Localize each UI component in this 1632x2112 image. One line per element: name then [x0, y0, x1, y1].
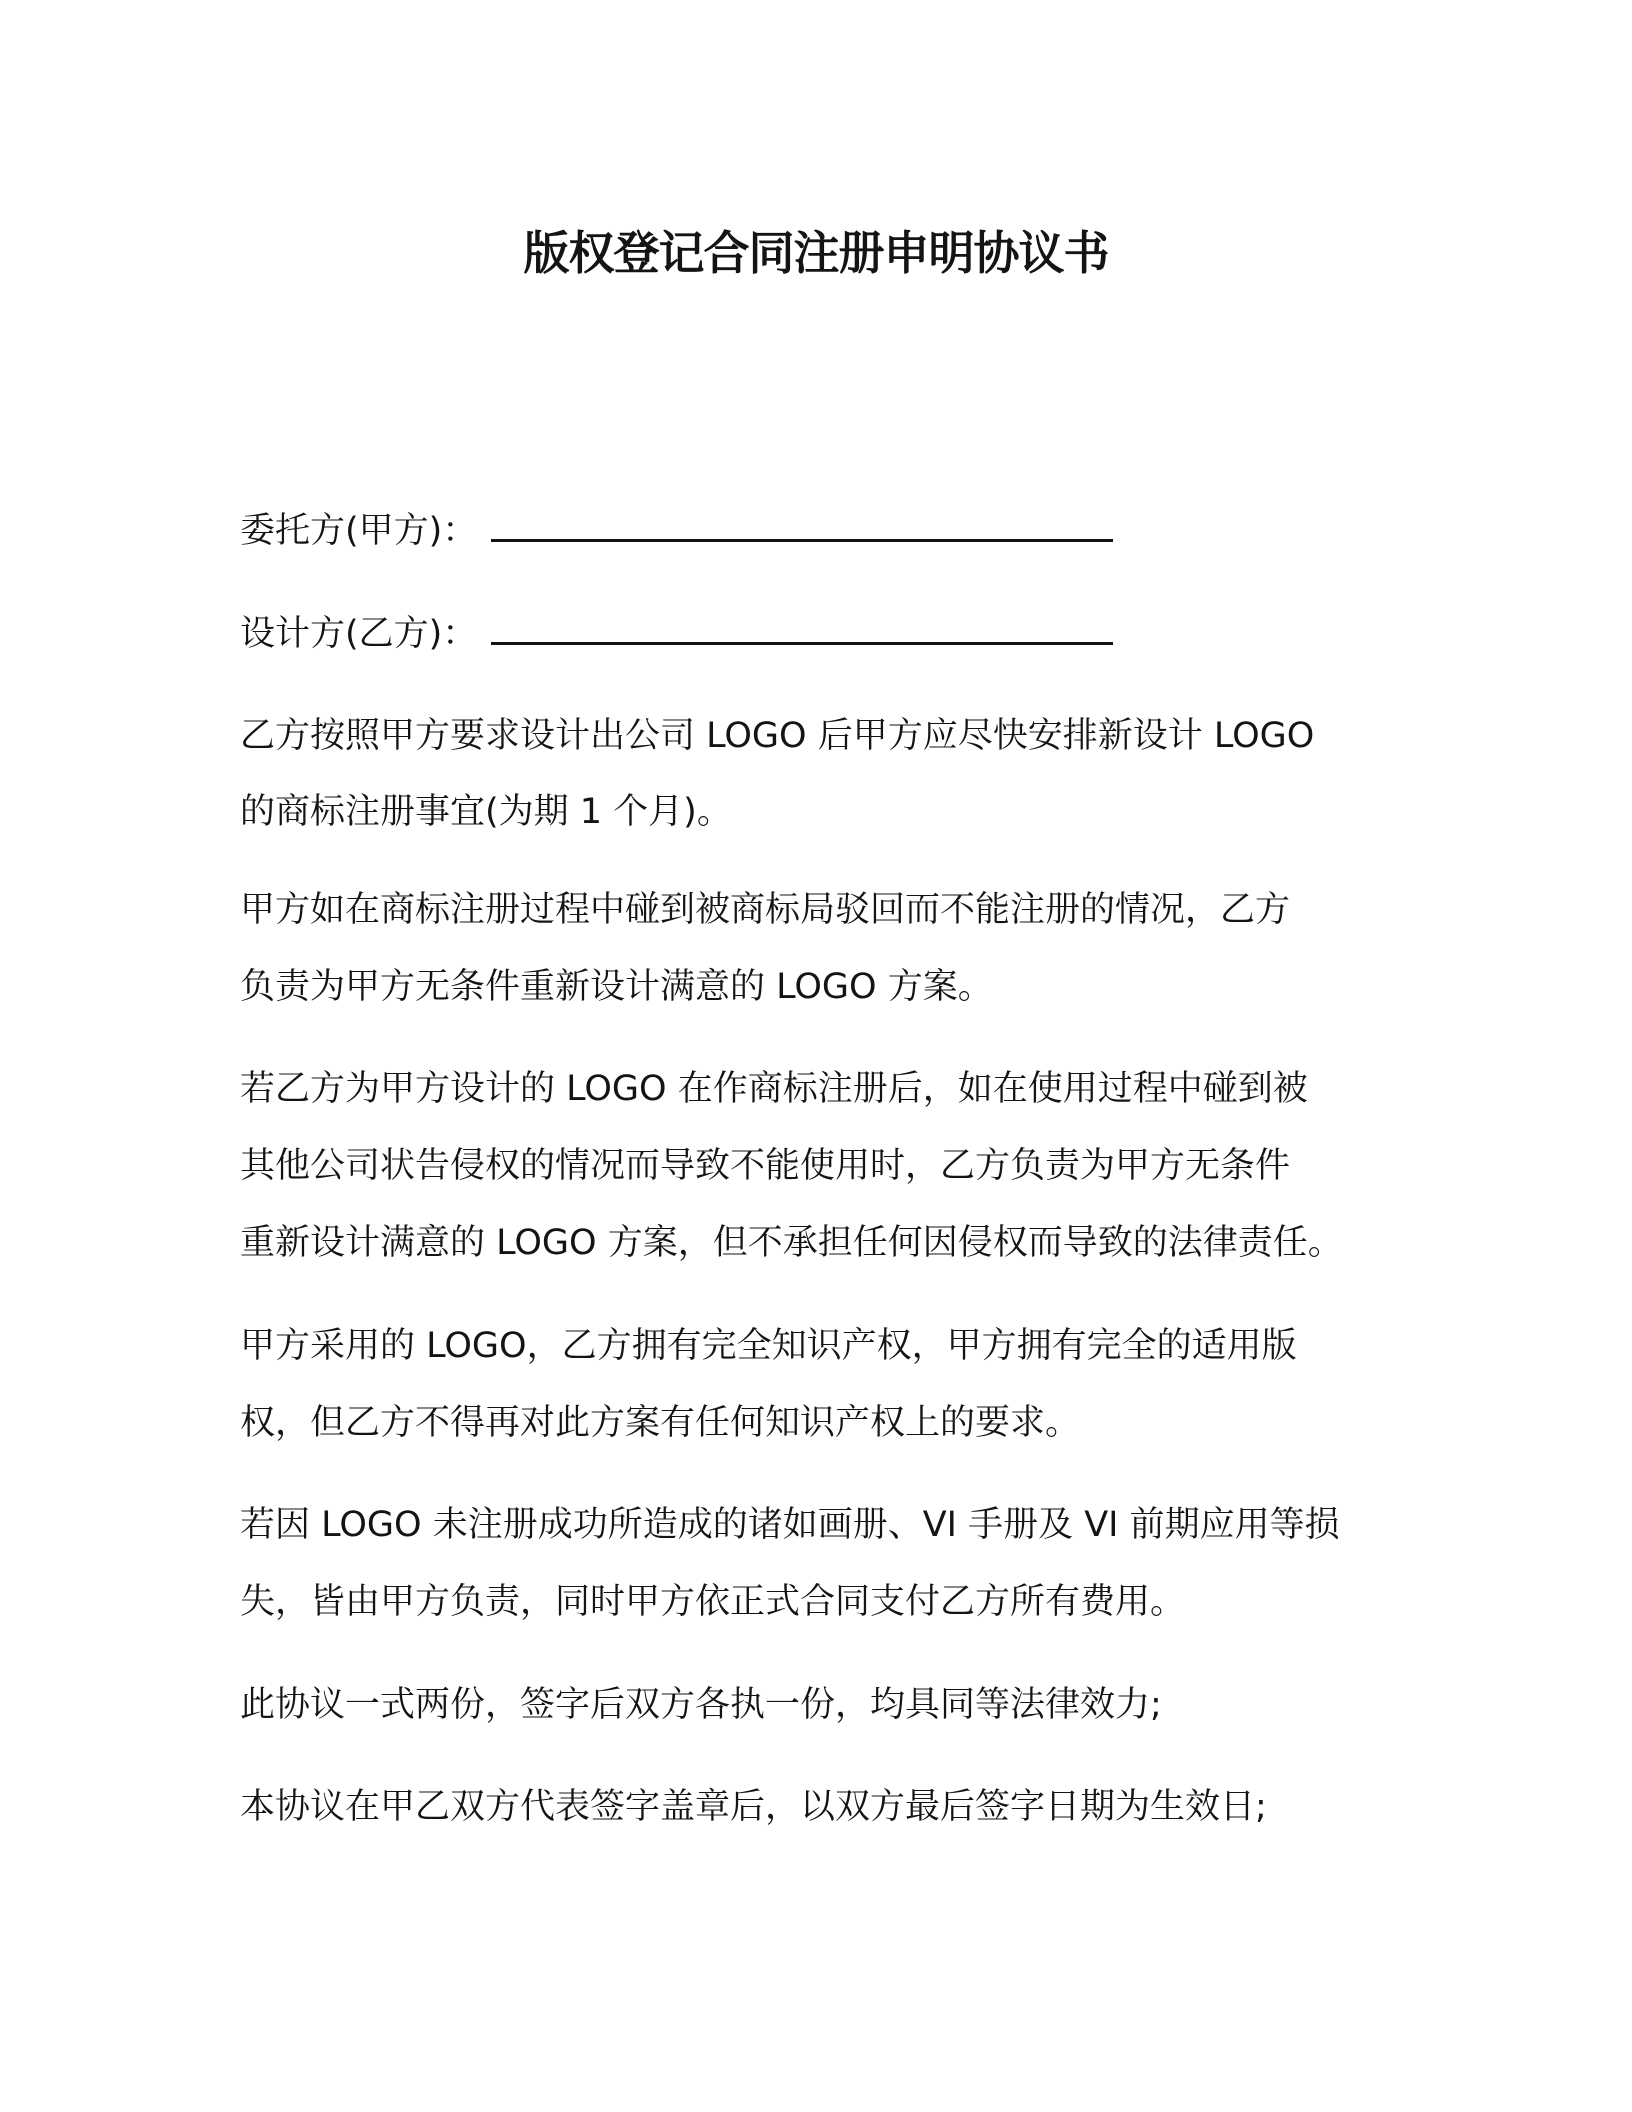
paragraph-3-line-2: 其他公司状告侵权的情况而导致不能使用时，乙方负责为甲方无条件 [240, 1146, 1291, 1186]
paragraph-3-line-1: 若乙方为甲方设计的 LOGO 在作商标注册后，如在使用过程中碰到被 [240, 1069, 1308, 1109]
paragraph-5-line-2: 失，皆由甲方负责，同时甲方依正式合同支付乙方所有费用。 [240, 1582, 1186, 1622]
designer-label: 设计方(乙方)： [240, 614, 478, 654]
document-title: 版权登记合同注册申明协议书 [523, 226, 1109, 280]
designer-field [240, 609, 1113, 659]
designer-blank-line [491, 618, 1113, 645]
paragraph-5-line-1: 若因 LOGO 未注册成功所造成的诸如画册、VI 手册及 VI 前期应用等损 [240, 1505, 1340, 1545]
paragraph-4-line-2: 权，但乙方不得再对此方案有任何知识产权上的要求。 [240, 1403, 1081, 1443]
paragraph-3-line-3: 重新设计满意的 LOGO 方案，但不承担任何因侵权而导致的法律责任。 [240, 1223, 1343, 1263]
paragraph-2-line-2: 负责为甲方无条件重新设计满意的 LOGO 方案。 [240, 967, 993, 1007]
paragraph-4-line-1: 甲方采用的 LOGO，乙方拥有完全知识产权，甲方拥有完全的适用版 [240, 1326, 1297, 1366]
paragraph-2-line-1: 甲方如在商标注册过程中碰到被商标局驳回而不能注册的情况，乙方 [240, 890, 1291, 930]
client-field [240, 506, 1113, 556]
client-label: 委托方(甲方)： [240, 511, 478, 551]
client-blank-line [491, 515, 1113, 542]
paragraph-6-line-1: 此协议一式两份，签字后双方各执一份，均具同等法律效力; [240, 1685, 1162, 1725]
paragraph-1-line-1: 乙方按照甲方要求设计出公司 LOGO 后甲方应尽快安排新设计 LOGO [240, 716, 1315, 756]
paragraph-7-line-1: 本协议在甲乙双方代表签字盖章后，以双方最后签字日期为生效日; [240, 1787, 1267, 1827]
paragraph-1-line-2: 的商标注册事宜(为期 1 个月)。 [240, 792, 732, 832]
